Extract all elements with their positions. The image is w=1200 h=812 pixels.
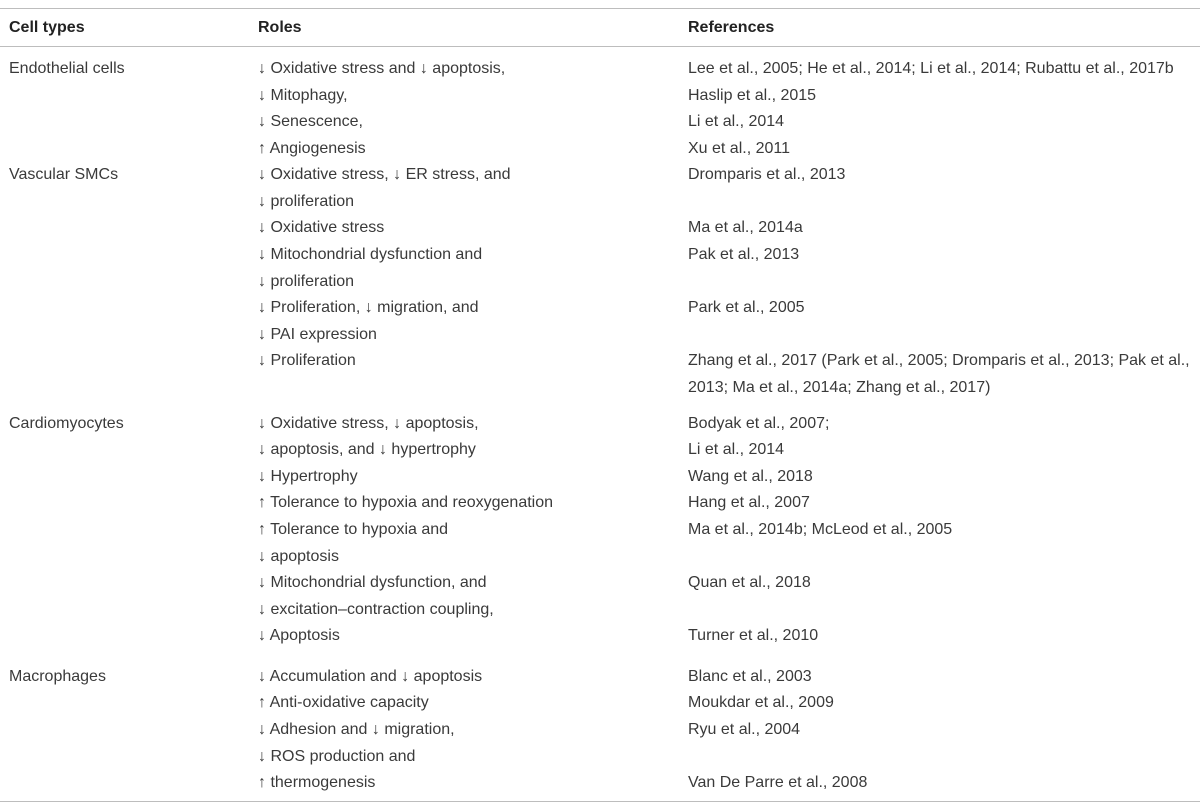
references-cell: Bodyak et al., 2007; [688, 415, 830, 432]
references-cell: Wang et al., 2018 [688, 468, 813, 485]
roles-cell [258, 411, 479, 438]
header-cell-types: Cell types [9, 19, 85, 36]
roles-cell [258, 717, 455, 770]
references-cell: Ma et al., 2014a [688, 219, 803, 236]
references-cell: Zhang et al., 2017 (Park et al., 2005; Dromparis et al., 2013; Pak et al., 2013; Ma et al., 2014a; Zhang et al., 2017) [688, 352, 1190, 396]
roles-cell [258, 162, 511, 215]
role-line: ↓ proliferation [258, 192, 355, 210]
references-cell: Xu et al., 2011 [688, 140, 790, 157]
role-line: ↓ PAI expression [258, 325, 377, 343]
role-line: ↓ apoptosis, and ↓ hypertrophy [258, 441, 476, 458]
roles-cell [258, 56, 505, 83]
references-cell: Dromparis et al., 2013 [688, 166, 846, 183]
role-line: ↑ Angiogenesis [258, 140, 366, 157]
roles-cell [258, 570, 494, 623]
role-line: ↓ Oxidative stress, ↓ ER stress, and [258, 166, 511, 183]
role-line: ↓ Mitochondrial dysfunction and [258, 246, 483, 263]
references-cell: Van De Parre et al., 2008 [688, 774, 868, 791]
roles-cell [258, 295, 479, 348]
references-cell: Li et al., 2014 [688, 113, 785, 130]
references-cell: Haslip et al., 2015 [688, 87, 817, 104]
role-line: ↓ Oxidative stress and ↓ apoptosis, [258, 60, 506, 77]
roles-cell [258, 490, 553, 517]
roles-cell [258, 136, 366, 163]
references-cell: Blanc et al., 2003 [688, 668, 812, 685]
role-line: ↓ excitation–contraction coupling, [258, 600, 494, 618]
roles-cell [258, 109, 363, 136]
references-cell: Turner et al., 2010 [688, 627, 819, 644]
role-line: ↓ Hypertrophy [258, 468, 358, 485]
roles-cell [258, 464, 358, 491]
references-cell: Ma et al., 2014b; McLeod et al., 2005 [688, 521, 953, 538]
table-bottom-rule [0, 801, 1200, 802]
role-line: ↓ Oxidative stress, ↓ apoptosis, [258, 415, 479, 432]
role-line: ↓ Mitophagy, [258, 87, 348, 104]
roles-cell [258, 83, 348, 110]
roles-cell [258, 623, 340, 650]
role-line: ↑ Tolerance to hypoxia and [258, 521, 449, 538]
cell-type-label: Cardiomyocytes [9, 415, 124, 432]
roles-cell [258, 348, 356, 375]
role-line: ↑ thermogenesis [258, 774, 376, 791]
cell-type-label: Macrophages [9, 668, 106, 685]
role-line: ↓ apoptosis [258, 547, 339, 565]
roles-cell [258, 690, 429, 717]
header-rule [0, 46, 1200, 47]
roles-cell [258, 215, 384, 242]
roles-cell [258, 517, 448, 570]
role-line: ↓ Proliferation, ↓ migration, and [258, 299, 479, 316]
roles-cell [258, 770, 375, 797]
table-top-rule [0, 8, 1200, 9]
role-line: ↑ Tolerance to hypoxia and reoxygenation [258, 494, 554, 511]
role-line: ↓ Accumulation and ↓ apoptosis [258, 668, 483, 685]
references-cell: Lee et al., 2005; He et al., 2014; Li et al., 2014; Rubattu et al., 2017b [688, 60, 1174, 77]
role-line: ↓ proliferation [258, 272, 355, 290]
references-cell: Pak et al., 2013 [688, 246, 800, 263]
references-cell: Park et al., 2005 [688, 299, 805, 316]
roles-cell [258, 437, 476, 464]
references-cell: Hang et al., 2007 [688, 494, 810, 511]
role-line: ↓ Proliferation [258, 352, 356, 369]
references-cell: Moukdar et al., 2009 [688, 694, 834, 711]
role-line: ↓ Mitochondrial dysfunction, and [258, 574, 487, 591]
cell-type-label: Endothelial cells [9, 60, 125, 77]
role-line: ↑ Anti-oxidative capacity [258, 694, 429, 711]
references-cell: Li et al., 2014 [688, 441, 785, 458]
roles-cell [258, 242, 482, 295]
role-line: ↓ Senescence, [258, 113, 363, 130]
references-cell: Quan et al., 2018 [688, 574, 811, 591]
header-roles: Roles [258, 19, 302, 36]
role-line: ↓ Apoptosis [258, 627, 340, 644]
role-line: ↓ Oxidative stress [258, 219, 385, 236]
cell-type-label: Vascular SMCs [9, 166, 119, 183]
header-references: References [688, 19, 775, 36]
role-line: ↓ ROS production and [258, 747, 416, 765]
role-line: ↓ Adhesion and ↓ migration, [258, 721, 455, 738]
references-cell: Ryu et al., 2004 [688, 721, 801, 738]
roles-cell [258, 664, 482, 691]
